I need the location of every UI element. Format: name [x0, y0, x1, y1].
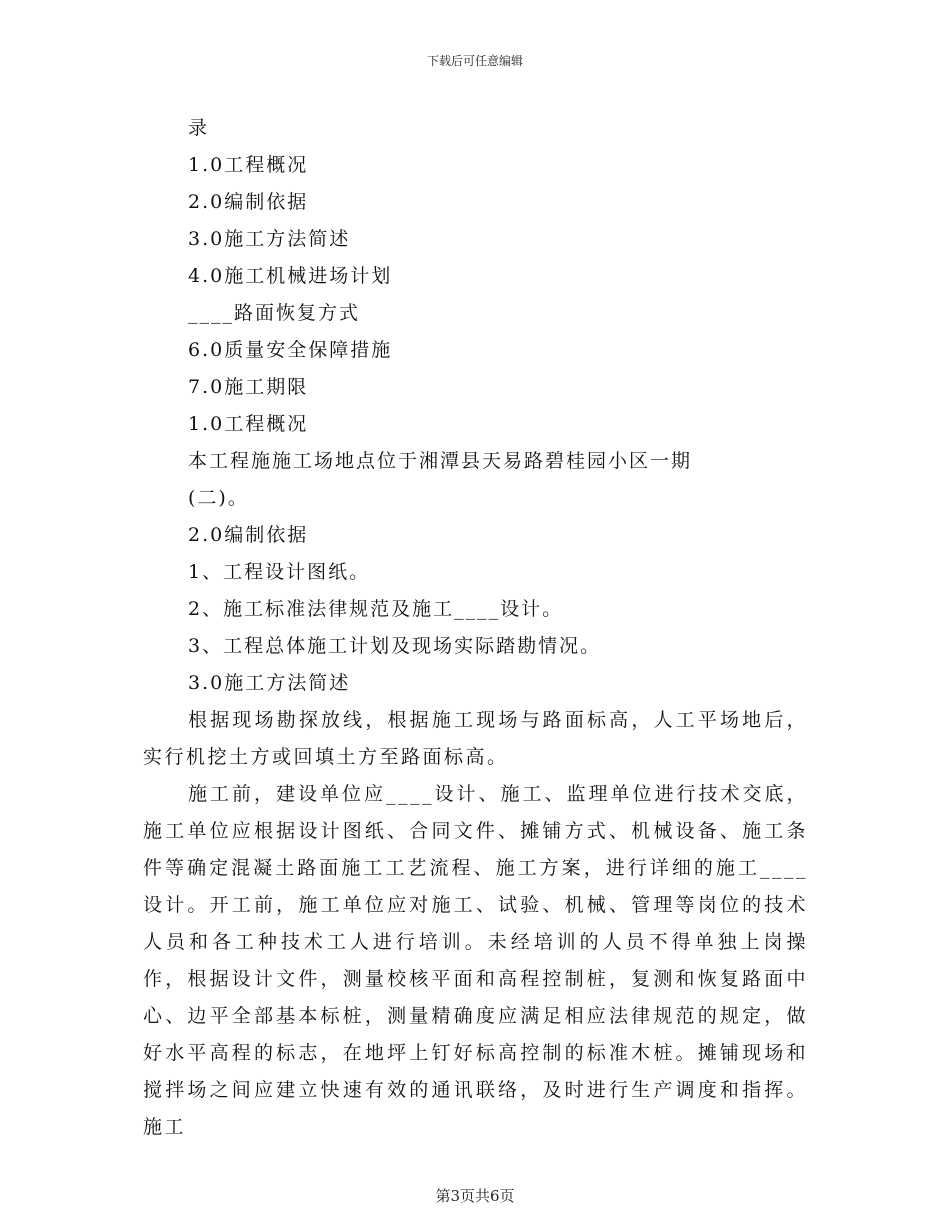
section-1-title: 1.0工程概况	[188, 413, 309, 435]
document-body	[143, 110, 808, 1146]
section-2-item: 2、施工标准法律规范及施工____设计。	[188, 598, 564, 620]
section-2-item: 1、工程设计图纸。	[188, 561, 371, 583]
toc-item: 4.0施工机械进场计划	[188, 265, 393, 287]
toc-item: 6.0质量安全保障措施	[188, 339, 393, 361]
toc-item: 3.0施工方法简述	[188, 228, 351, 250]
section-1-text-line-1: 本工程施施工场地点位于湘潭县天易路碧桂园小区一期	[188, 450, 693, 472]
section-2-item: 3、工程总体施工计划及现场实际踏勘情况。	[188, 635, 602, 657]
section-3-paragraph-2: 施工前，建设单位应____设计、施工、监理单位进行技术交底，施工单位应根据设计图纸、合同文件、摊铺方式、机械设备、施工条件等确定混凝土路面施工工艺流程、施工方案，进行详细的施工____设计。开工前，施工单位应对施工、试验、机械、管理等岗位的技术人员和各工种技术工人进行培训。未经培训的人员不得单独上岗操作，根据设计文件，测量校核平面和高程控制桩，复测和恢复路面中心、边平全部基本标桩，测量精确度应满足相应法律规范的规定，做好水平高程的标志，在地坪上钉好标高控制的标准木桩。摊铺现场和搅拌场之间应建立快速有效的通讯联络，及时进行生产调度和指挥。施工	[143, 783, 808, 1138]
section-2-title: 2.0编制依据	[188, 524, 309, 546]
toc-item: 2.0编制依据	[188, 191, 309, 213]
toc-item: 7.0施工期限	[188, 376, 309, 398]
page-number: 第3页共6页	[435, 1187, 515, 1205]
section-3-paragraph-1: 根据现场勘探放线，根据施工现场与路面标高，人工平场地后，实行机挖土方或回填土方至路面标高。	[143, 709, 808, 768]
toc-item: ____路面恢复方式	[188, 302, 361, 324]
toc-item: 1.0工程概况	[188, 154, 309, 176]
page-header: 下载后可任意编辑	[426, 54, 523, 68]
toc-heading: 录	[188, 117, 210, 139]
section-1-text-line-2: (二)。	[188, 487, 249, 509]
section-3-title: 3.0施工方法简述	[188, 672, 351, 694]
